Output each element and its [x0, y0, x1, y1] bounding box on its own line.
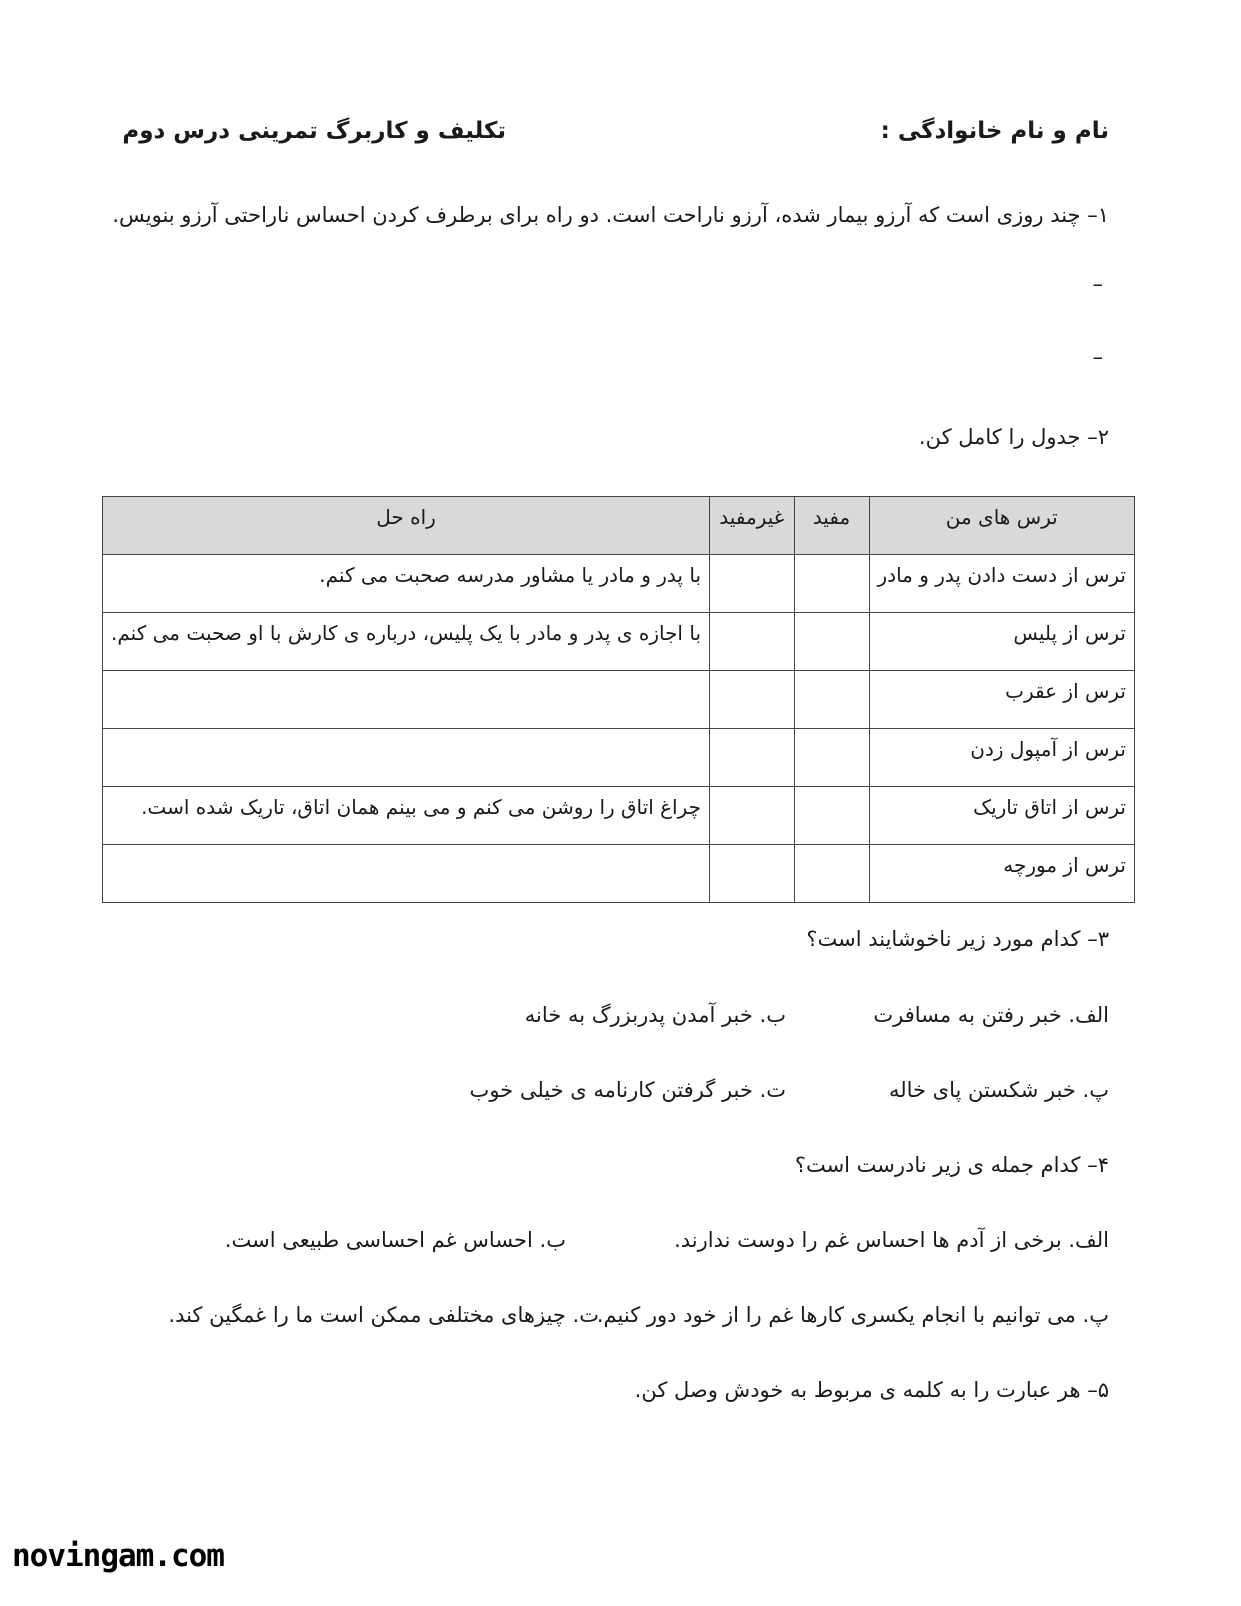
q3-option-alef[interactable]: الف. خبر رفتن به مسافرت — [873, 1003, 1109, 1027]
q3-option-be[interactable]: ب. خبر آمدن پدربزرگ به خانه — [524, 1003, 786, 1027]
q4-option-be[interactable]: ب. احساس غم احساسی طبیعی است. — [224, 1228, 566, 1252]
table-row — [103, 613, 1135, 671]
q3-option-pe[interactable]: پ. خبر شکستن پای خاله — [888, 1078, 1109, 1102]
solution-cell[interactable] — [103, 845, 710, 903]
not-useful-cell[interactable] — [710, 787, 794, 845]
worksheet-title: تکلیف و کاربرگ تمرینی درس دوم — [122, 118, 506, 144]
solution-cell: چراغ اتاق را روشن می کنم و می بینم همان اتاق، تاریک شده است. — [103, 787, 710, 845]
table-row — [103, 671, 1135, 729]
table-row — [103, 729, 1135, 787]
not-useful-cell[interactable] — [710, 613, 794, 671]
fear-cell: ترس از اتاق تاریک — [869, 787, 1135, 845]
useful-cell[interactable] — [794, 555, 869, 613]
header-solution: راه حل — [103, 497, 710, 555]
header-not-useful: غیرمفید — [710, 497, 794, 555]
not-useful-cell[interactable] — [710, 555, 794, 613]
fear-cell: ترس از آمپول زدن — [869, 729, 1135, 787]
useful-cell[interactable] — [794, 671, 869, 729]
solution-cell[interactable] — [103, 671, 710, 729]
useful-cell[interactable] — [794, 729, 869, 787]
table-row — [103, 787, 1135, 845]
fear-cell: ترس از مورچه — [869, 845, 1135, 903]
question-5: ۵– هر عبارت را به کلمه ی مربوط به خودش وصل کن. — [634, 1378, 1109, 1402]
useful-cell[interactable] — [794, 613, 869, 671]
useful-cell[interactable] — [794, 845, 869, 903]
fears-table — [102, 496, 1135, 903]
q4-option-alef[interactable]: الف. برخی از آدم ها احساس غم را دوست ندارند. — [674, 1228, 1109, 1252]
fear-cell: ترس از دست دادن پدر و مادر — [869, 555, 1135, 613]
question-2: ۲– جدول را کامل کن. — [918, 425, 1109, 449]
answer-line-2: – — [1092, 345, 1103, 369]
q4-option-te[interactable]: ت. چیزهای مختلفی ممکن است ما را غمگین کند. — [168, 1303, 599, 1327]
fear-cell: ترس از پلیس — [869, 613, 1135, 671]
q3-option-te[interactable]: ت. خبر گرفتن کارنامه ی خیلی خوب — [469, 1078, 786, 1102]
solution-cell: با پدر و مادر یا مشاور مدرسه صحبت می کنم. — [103, 555, 710, 613]
solution-cell: با اجازه ی پدر و مادر با یک پلیس، درباره ی کارش با او صحبت می کنم. — [103, 613, 710, 671]
solution-cell[interactable] — [103, 729, 710, 787]
question-3: ۳– کدام مورد زیر ناخوشایند است؟ — [806, 927, 1109, 951]
not-useful-cell[interactable] — [710, 671, 794, 729]
useful-cell[interactable] — [794, 787, 869, 845]
site-watermark: novingam.com — [12, 1538, 224, 1574]
not-useful-cell[interactable] — [710, 729, 794, 787]
question-4: ۴– کدام جمله ی زیر نادرست است؟ — [794, 1153, 1109, 1177]
table-row — [103, 845, 1135, 903]
header-fear: ترس های من — [869, 497, 1135, 555]
table-header-row — [103, 497, 1135, 555]
question-1: ۱– چند روزی است که آرزو بیمار شده، آرزو ناراحت است. دو راه برای برطرف کردن احساس ناراحتی آرزو بنویس. — [112, 203, 1109, 227]
not-useful-cell[interactable] — [710, 845, 794, 903]
q4-option-pe[interactable]: پ. می توانیم با انجام یکسری کارها غم را از خود دور کنیم. — [596, 1303, 1109, 1327]
header-useful: مفید — [794, 497, 869, 555]
table-row — [103, 555, 1135, 613]
fear-cell: ترس از عقرب — [869, 671, 1135, 729]
name-field-label: نام و نام خانوادگی : — [880, 118, 1109, 144]
answer-line-1: – — [1092, 272, 1103, 296]
